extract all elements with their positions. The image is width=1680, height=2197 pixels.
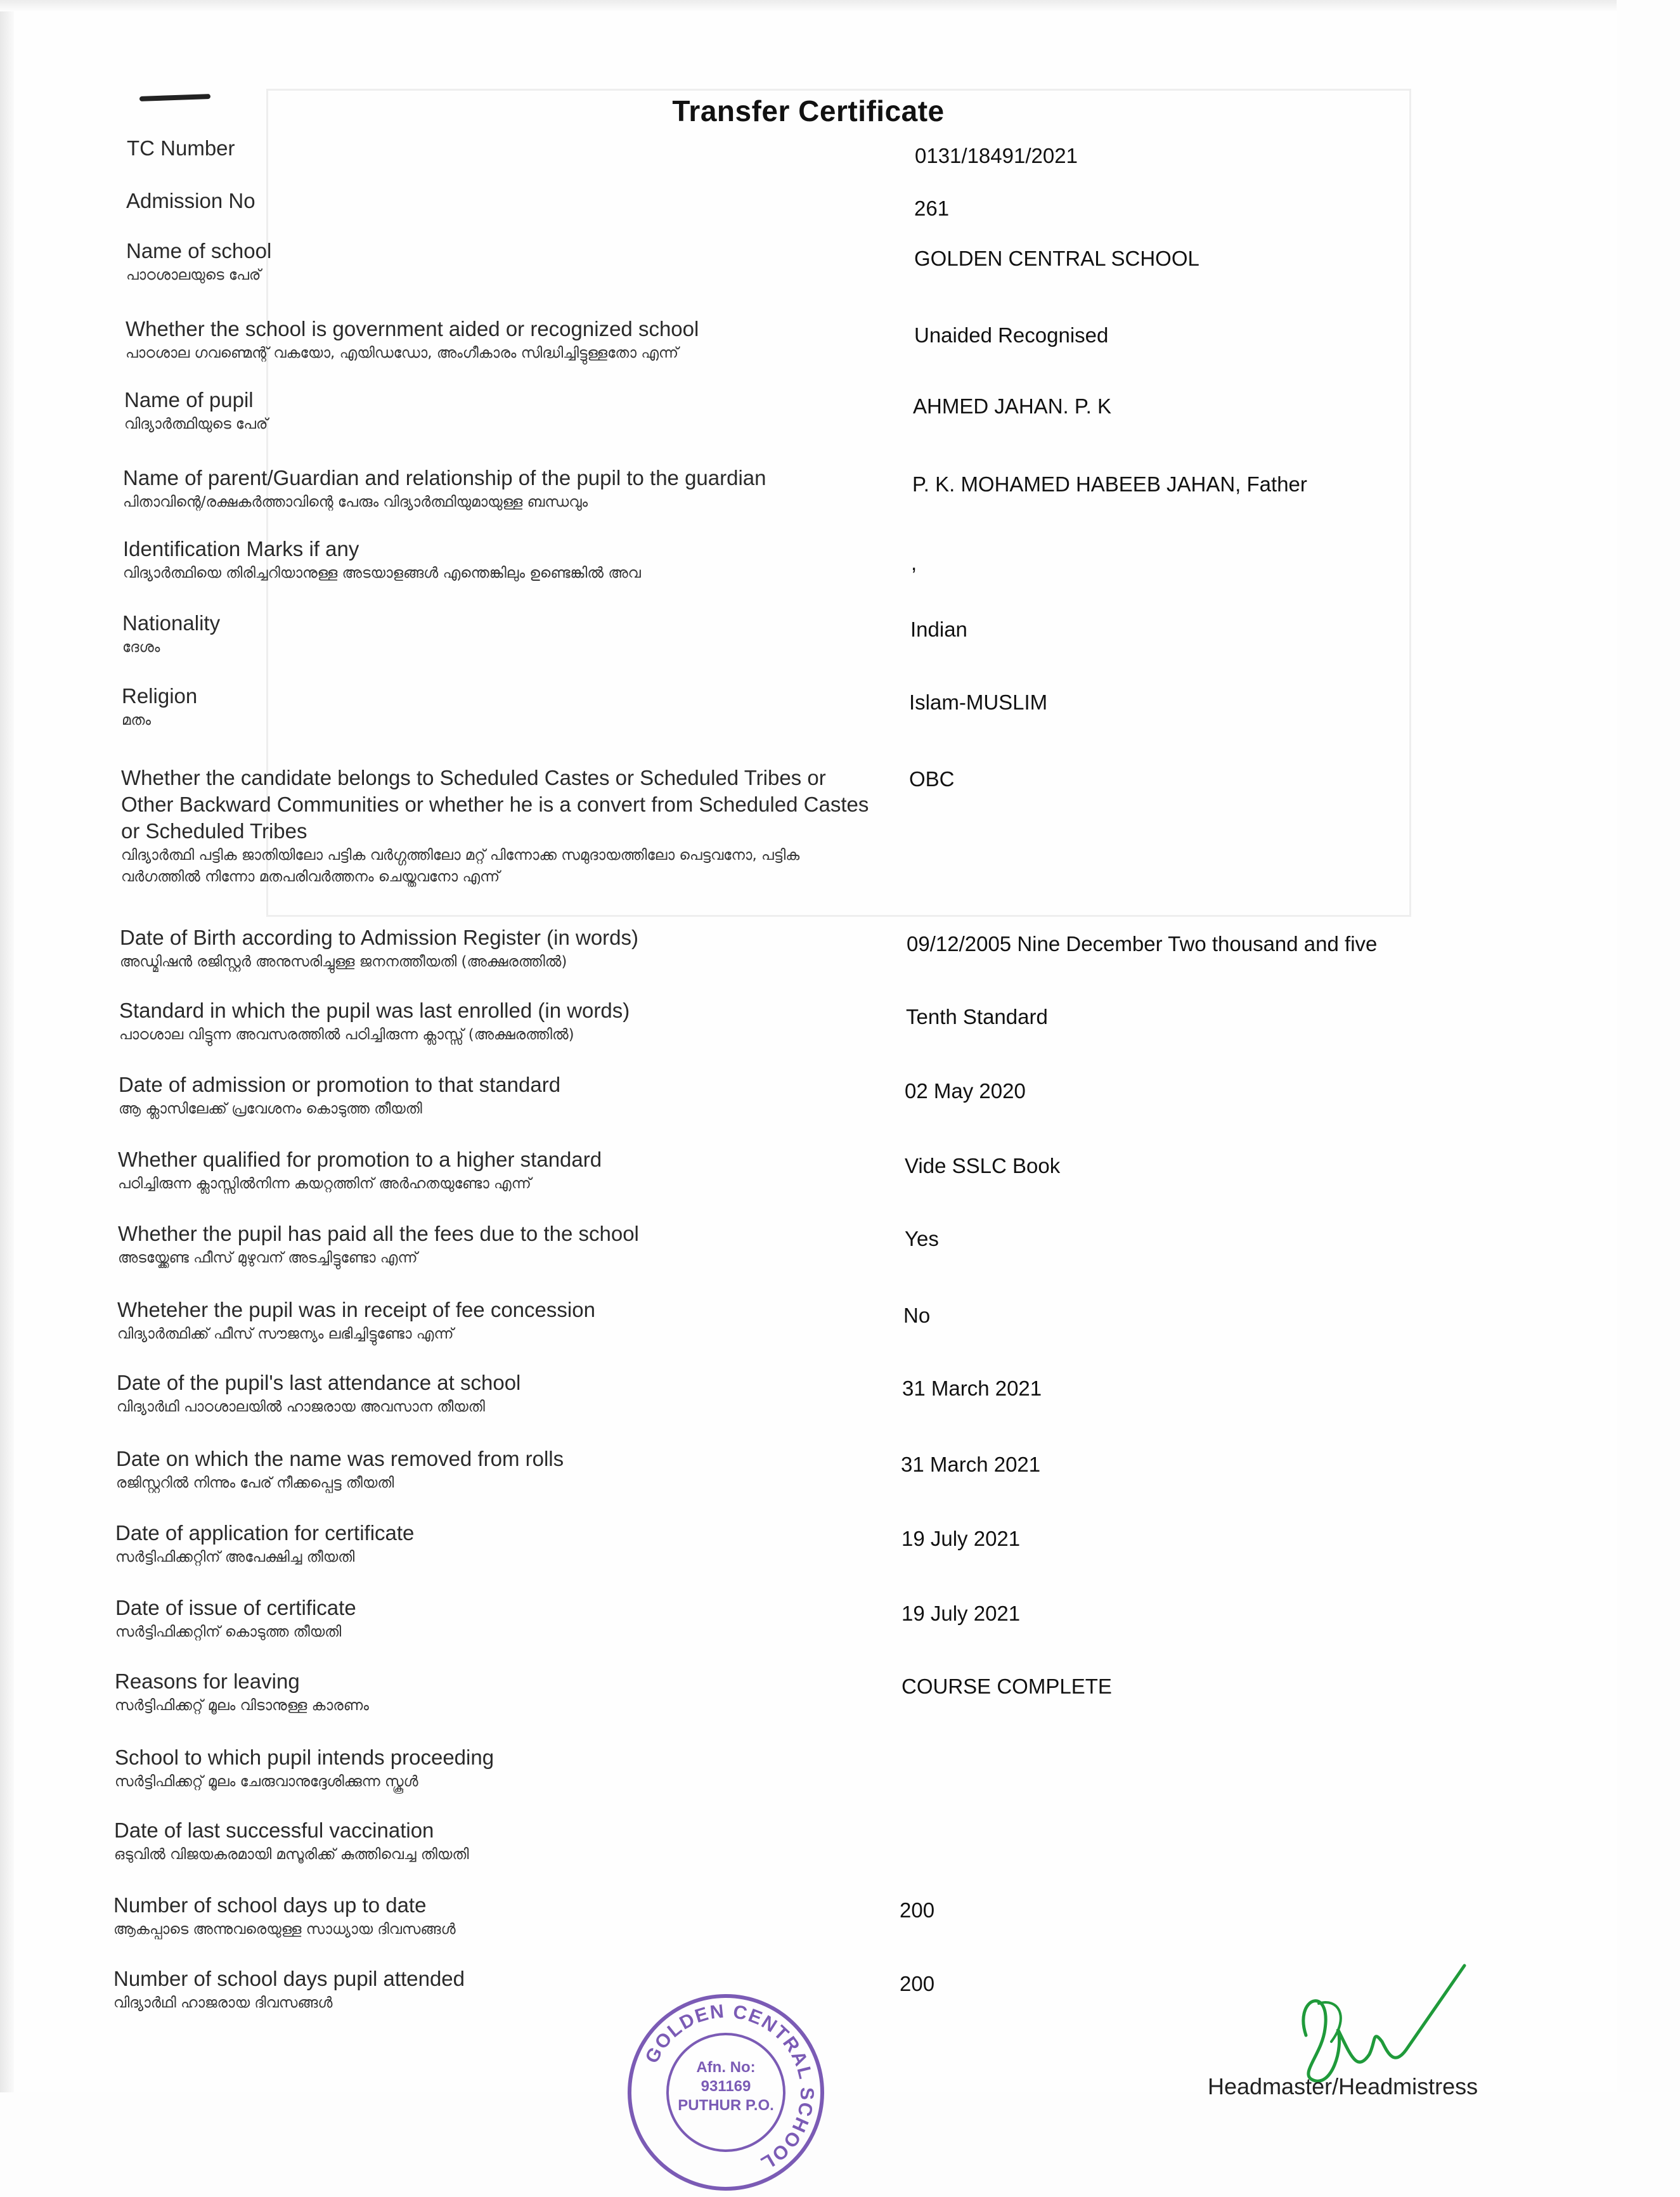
field-value: 19 July 2021: [901, 1602, 1021, 1625]
svg-text:GOLDEN CENTRAL SCHOOL: GOLDEN CENTRAL SCHOOL: [641, 2000, 818, 2174]
field-value: Unaided Recognised: [914, 323, 1109, 347]
field-label: Reasons for leaving സർട്ടിഫിക്കറ്റ് മൂലം വിടാനുള്ള കാരണം: [115, 1669, 369, 1714]
field-label: Wheteher the pupil was in receipt of fee concession വിദ്യാർത്ഥിക്ക് ഫീസ് സൗജന്യം ലഭിച്ചിട്ടുണ്ടോ എന്ന്: [117, 1298, 595, 1342]
field-value: 200: [900, 1898, 935, 1922]
field-label: Date of the pupil's last attendance at school വിദ്യാർഥി പാഠശാലയിൽ ഹാജരായ അവസാന തീയതി: [117, 1371, 521, 1415]
field-label: Whether the candidate belongs to Scheduled Castes or Scheduled Tribes or Other Backward Communities or whether he is a convert from Scheduled Castes or Scheduled Tribes വിദ്യാർത്ഥി പട്ടിക ജാതിയിലോ പട്ടിക വർഗ്ഗത്തിലോ മറ്റ് പിന്നോക്ക സമുദായത്തിലോ പെട്ടവനോ, പട്ടിക വർഗത്തിൽ നിന്നോ മതപരിവർത്തനം ചെയ്തവനോ എന്ന്: [121, 766, 869, 885]
field-value: 02 May 2020: [905, 1079, 1026, 1103]
field-value: GOLDEN CENTRAL SCHOOL: [914, 247, 1199, 270]
field-value: Yes: [905, 1227, 939, 1250]
field-value: Islam-MUSLIM: [909, 690, 1048, 714]
field-label: Name of school പാഠശാലയുടെ പേര്: [126, 239, 272, 283]
field-value: 0131/18491/2021: [915, 144, 1078, 167]
field-label: Identification Marks if any വിദ്യാർത്ഥിയെ തിരിച്ചറിയാനുള്ള അടയാളങ്ങൾ എന്തെങ്കിലും ഉണ്ടെങ്കിൽ അവ: [123, 537, 641, 581]
svg-text:Afn. No:: Afn. No:: [696, 2059, 756, 2076]
field-label: Name of pupil വിദ്യാർത്ഥിയുടെ പേര്: [124, 388, 268, 432]
document-title: Transfer Certificate: [672, 94, 945, 127]
field-value: ,: [911, 551, 917, 574]
field-value: Vide SSLC Book: [905, 1154, 1061, 1177]
field-label: Name of parent/Guardian and relationship of the pupil to the guardian പിതാവിന്റെ/രക്ഷകർത്താവിന്റെ പേരും വിദ്യാർത്ഥിയുമായുള്ള ബന്ധവും: [123, 466, 766, 510]
svg-text:931169: 931169: [701, 2078, 751, 2095]
field-value: Indian: [910, 618, 967, 641]
field-label: Number of school days pupil attended വിദ്യാർഥി ഹാജരായ ദിവസങ്ങൾ: [113, 1967, 465, 2011]
field-label: Date of application for certificate സർട്ടിഫിക്കറ്റിന് അപേക്ഷിച്ച തീയതി: [115, 1521, 415, 1565]
field-label: Date on which the name was removed from rolls രജിസ്റ്ററിൽ നിന്നും പേര് നീക്കപ്പെട്ട തീയതി: [116, 1447, 564, 1491]
field-value: 31 March 2021: [901, 1453, 1041, 1476]
field-value: P. K. MOHAMED HABEEB JAHAN, Father: [912, 472, 1307, 496]
field-label: Standard in which the pupil was last enrolled (in words) പാഠശാല വിട്ടുന്ന അവസരത്തിൽ പഠിച്ചിരുന്ന ക്ലാസ്സ് (അക്ഷരത്തിൽ): [119, 999, 630, 1043]
field-label: Whether the pupil has paid all the fees due to the school അടയ്ക്കേണ്ട ഫീസ് മുഴുവന് അടച്ചിട്ടുണ്ടോ എന്ന്: [118, 1222, 639, 1266]
field-label: Date of Birth according to Admission Register (in words) അഡ്മിഷൻ രജിസ്റ്റർ അനുസരിച്ചുള്ള ജനനത്തീയതി (അക്ഷരത്തിൽ): [120, 926, 639, 970]
headmaster-signature: [1287, 1959, 1477, 2092]
field-label: Number of school days up to date ആകപ്പാടെ അന്നുവരെയുള്ള സാധ്യായ ദിവസങ്ങൾ: [113, 1893, 456, 1938]
field-value: 09/12/2005 Nine December Two thousand and five: [907, 932, 1378, 956]
field-value: 31 March 2021: [902, 1377, 1042, 1400]
signature-caption: Headmaster/Headmistress: [1208, 2073, 1478, 2099]
field-value: AHMED JAHAN. P. K: [913, 394, 1111, 418]
field-label: Admission No: [126, 189, 255, 212]
field-value: 19 July 2021: [901, 1527, 1021, 1550]
field-label: Whether the school is government aided or recognized school പാഠശാല ഗവണ്മെന്റ് വകയോ, എയിഡഡോ, അംഗീകാരം സിദ്ധിച്ചിട്ടുള്ളതോ എന്ന്: [126, 317, 699, 361]
school-seal-stamp: [624, 1991, 827, 2194]
field-value: 200: [900, 1972, 935, 1995]
field-label: TC Number: [127, 136, 235, 160]
field-value: Tenth Standard: [906, 1005, 1048, 1028]
field-label: Date of issue of certificate സർട്ടിഫിക്കറ്റിന് കൊടുത്ത തീയതി: [115, 1596, 356, 1640]
field-label: Whether qualified for promotion to a higher standard പഠിച്ചിരുന്ന ക്ലാസ്സിൽനിന്ന കയറ്റത്തിന് അർഹതയുണ്ടോ എന്ന്: [118, 1148, 602, 1192]
field-value: OBC: [909, 767, 955, 791]
field-value: COURSE COMPLETE: [901, 1675, 1112, 1698]
field-value: 261: [914, 197, 950, 220]
field-label: Date of last successful vaccination ഒടുവിൽ വിജയകരമായി മസൂരിക്ക് കുത്തിവെച്ച തിയതി: [114, 1818, 469, 1863]
field-label: Date of admission or promotion to that standard ആ ക്ലാസിലേക്ക് പ്രവേശനം കൊടുത്ത തീയതി: [119, 1073, 561, 1117]
field-label: Nationality ദേശം: [122, 611, 221, 656]
field-value: No: [903, 1304, 931, 1327]
field-label: Religion മതം: [122, 684, 198, 729]
field-label: School to which pupil intends proceeding സർട്ടിഫിക്കറ്റ് മൂലം ചേരുവാനുദ്ദേശിക്കുന്ന സ്കൂൾ: [115, 1746, 494, 1790]
svg-text:PUTHUR P.O.: PUTHUR P.O.: [678, 2097, 774, 2114]
